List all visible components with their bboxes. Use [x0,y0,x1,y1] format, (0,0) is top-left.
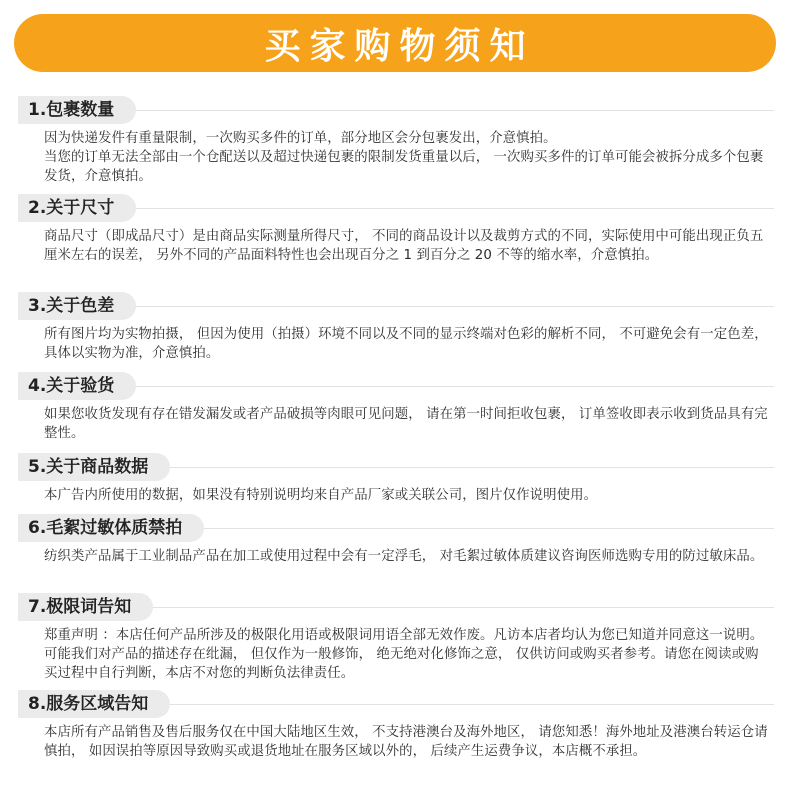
section-text: 本广告内所使用的数据，如果没有特别说明均来自产品厂家或关联公司，图片仅作说明使用。 [44,488,598,503]
section-title: 3.关于色差 [18,292,136,320]
section-title: 4.关于验货 [18,372,136,400]
section-title: 8.服务区域告知 [18,690,170,718]
section-text: 所有图片均为实物拍摄， 但因为使用（拍摄）环境不同以及不同的显示终端对色彩的解析不同， 不可避免会有一定色差，具体以实物为准，介意慎拍。 [44,327,768,361]
header-banner [14,14,776,72]
section-text: 如果您收货发现有存在错发漏发或者产品破损等肉眼可见问题， 请在第一时间拒收包裹， 订单签收即表示收到货品具有完整性。 [44,407,768,441]
section-text: 郑重声明 ：本店任何产品所涉及的极限化用语或极限词用语全部无效作废。凡访本店者均认为您已知道并同意这一说明。可能我们对产品的描述存在纰漏， 但仅作为一般修饰， 绝无绝对化修饰之意， 仅供访问或购买者参考。请您在阅读或购买过程中自行判断，本店不对您的判断负法律责任。 [44,628,764,681]
section-title: 6.毛絮过敏体质禁拍 [18,514,204,542]
section-inspection [18,372,774,443]
section-text: 纺织类产品属于工业制品产品在加工或使用过程中会有一定浮毛， 对毛絮过敏体质建议咨询医师选购专用的防过敏床品。 [44,549,764,564]
section-title: 5.关于商品数据 [18,453,170,481]
page-title: 买家购物须知 [264,25,535,67]
section-color-difference [18,292,774,363]
section-package-quantity [18,96,774,186]
section-allergy [18,514,774,566]
section-superlative-words [18,593,774,683]
section-title: 7.极限词告知 [18,593,153,621]
section-title: 1.包裹数量 [18,96,136,124]
section-title: 2.关于尺寸 [18,194,136,222]
section-text: 商品尺寸（即成品尺寸）是由商品实际测量所得尺寸， 不同的商品设计以及裁剪方式的不同，实际使用中可能出现正负五厘米左右的误差， 另外不同的产品面料特性也会出现百分之 1 到百分之 20 不等的缩水率，介意慎拍。 [44,229,764,263]
section-product-data [18,453,774,505]
section-text: 本店所有产品销售及售后服务仅在中国大陆地区生效， 不支持港澳台及海外地区， 请您知悉！海外地址及港澳台转运仓请慎拍， 如因误拍等原因导致购买或退货地址在服务区域以外的， 后续产生运费争议，本店概不承担。 [44,725,768,759]
section-text: 因为快递发件有重量限制，一次购买多件的订单，部分地区会分包裹发出，介意慎拍。 [44,131,557,146]
section-size [18,194,774,265]
section-service-area [18,690,774,761]
section-text: 当您的订单无法全部由一个仓配送以及超过快递包裹的限制发货重量以后， 一次购买多件的订单可能会被拆分成多个包裹发货，介意慎拍。 [44,150,764,184]
